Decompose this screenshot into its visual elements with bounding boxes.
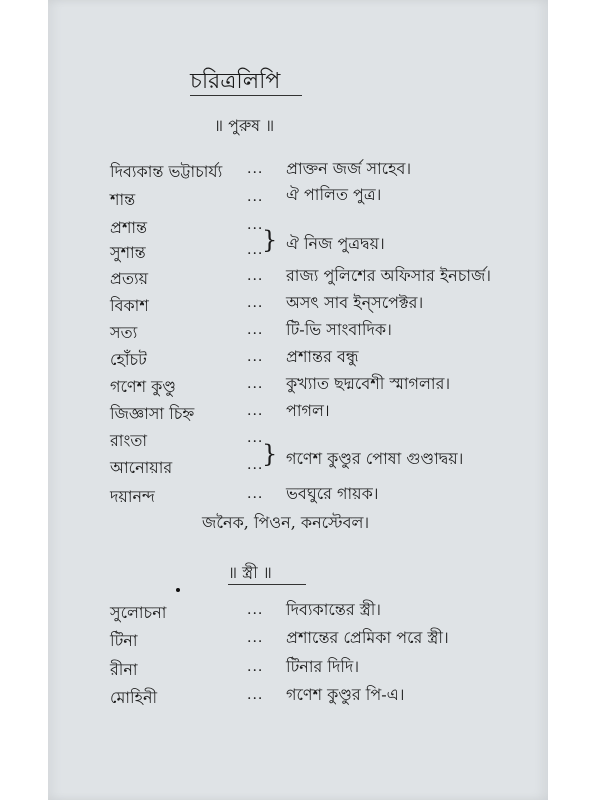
leader-dots: ... bbox=[247, 659, 264, 675]
leader-dots: ... bbox=[247, 268, 264, 284]
leader-dots: ... bbox=[247, 602, 264, 618]
leader-dots: ... bbox=[247, 457, 264, 473]
group-brace: } bbox=[262, 440, 278, 468]
leader-dots: ... bbox=[247, 217, 264, 233]
group-description: গণেশ কুণ্ডুর পোষা গুণ্ডাদ্বয়। bbox=[286, 449, 464, 468]
leader-dots: ... bbox=[247, 322, 264, 338]
leader-dots: ... bbox=[247, 161, 264, 177]
character-name: দয়ানন্দ bbox=[110, 487, 155, 506]
leader-dots: ... bbox=[247, 242, 264, 258]
group-brace: } bbox=[262, 226, 278, 254]
character-name: জিজ্ঞাসা চিহ্ন bbox=[110, 404, 195, 423]
extra-characters: জনৈক, পিওন, কনস্টেবল। bbox=[202, 513, 370, 532]
leader-dots: ... bbox=[247, 403, 264, 419]
male-heading: ॥ পুরুষ ॥ bbox=[214, 116, 275, 135]
character-name: আনোয়ার bbox=[110, 458, 173, 477]
character-description: গণেশ কুণ্ডুর পি-এ। bbox=[286, 685, 405, 704]
character-description: রাজ্য পুলিশের অফিসার ইনচার্জ। bbox=[286, 266, 492, 285]
character-name: রীনা bbox=[110, 660, 138, 679]
character-name: শান্ত bbox=[110, 190, 136, 209]
ink-dot bbox=[176, 588, 180, 592]
leader-dots: ... bbox=[247, 189, 264, 205]
character-description: ঐ পালিত পুত্র। bbox=[286, 185, 382, 204]
character-description: টিনার দিদি। bbox=[286, 657, 360, 676]
title-underline bbox=[190, 95, 302, 96]
character-description: প্রাক্তন জর্জ সাহেব। bbox=[286, 159, 412, 178]
leader-dots: ... bbox=[247, 376, 264, 392]
character-description: প্রশান্তর বন্ধু bbox=[286, 347, 359, 366]
page-title: চরিত্রলিপি bbox=[190, 69, 281, 94]
character-name: প্রশান্ত bbox=[110, 218, 148, 237]
character-description: টি-ভি সাংবাদিক। bbox=[286, 320, 392, 339]
leader-dots: ... bbox=[247, 349, 264, 365]
character-name: টিনা bbox=[110, 631, 138, 650]
leader-dots: ... bbox=[247, 630, 264, 646]
character-description: প্রশান্তের প্রেমিকা পরে স্ত্রী। bbox=[286, 628, 449, 647]
character-name: প্রত্যয় bbox=[110, 269, 149, 288]
female-heading: ॥ স্ত্রী ॥ bbox=[228, 563, 272, 582]
leader-dots: ... bbox=[247, 430, 264, 446]
character-name: সত্য bbox=[110, 323, 138, 342]
leader-dots: ... bbox=[247, 295, 264, 311]
character-description: দিব্যকান্তের স্ত্রী। bbox=[286, 600, 382, 619]
leader-dots: ... bbox=[247, 687, 264, 703]
character-name: মোহিনী bbox=[110, 688, 158, 707]
character-description: অসৎ সাব ইন্‌সপেক্টর। bbox=[286, 293, 424, 312]
character-description: পাগল। bbox=[286, 401, 330, 420]
character-name: বিকাশ bbox=[110, 296, 149, 315]
female-heading-underline bbox=[228, 584, 306, 585]
character-name: দিব্যকান্ত ভট্টাচার্য্য bbox=[110, 162, 223, 181]
character-name: গণেশ কুণ্ডু bbox=[110, 377, 176, 396]
character-name: রাংতা bbox=[110, 431, 147, 450]
leader-dots: ... bbox=[247, 486, 264, 502]
character-description: কুখ্যাত ছদ্মবেশী স্মাগলার। bbox=[286, 374, 451, 393]
character-name: সুলোচনা bbox=[110, 603, 167, 622]
character-name: সুশান্ত bbox=[110, 243, 146, 262]
group-description: ঐ নিজ পুত্রদ্বয়। bbox=[286, 234, 385, 253]
character-description: ভবঘুরে গায়ক। bbox=[286, 484, 379, 503]
character-name: হোঁচট bbox=[110, 350, 147, 369]
